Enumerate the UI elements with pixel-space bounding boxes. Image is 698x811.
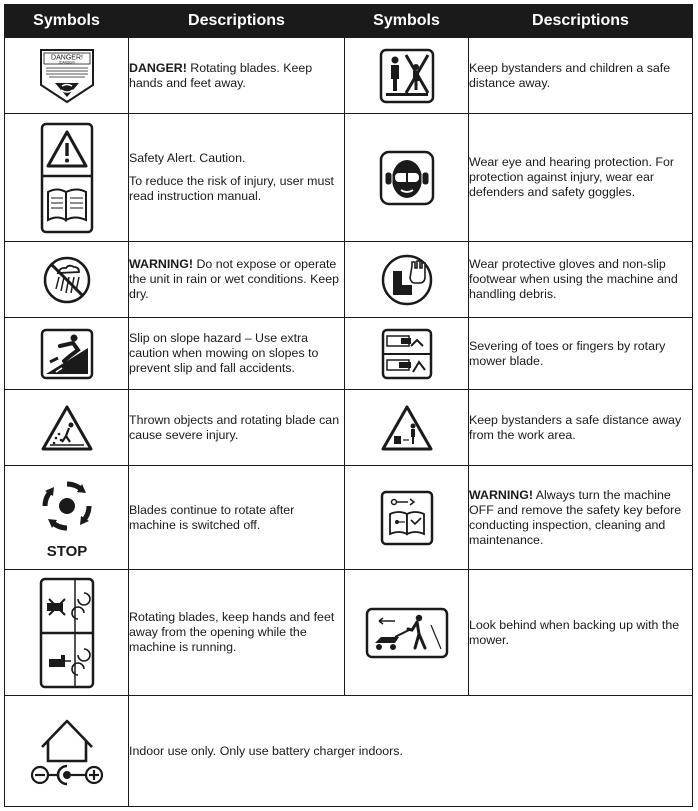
header-descriptions-right: Descriptions [469,5,693,38]
description-cell [469,242,693,318]
table-row [5,114,693,242]
rotating-blades-hands-feet-icon [5,570,129,696]
description-cell [469,114,693,242]
description-text: Keep bystanders a safe distance away from the work area. [469,412,682,442]
remove-safety-key-icon [345,466,469,570]
description-text: Keep bystanders and children a safe distance away. [469,60,671,90]
description-text: Always turn the machine OFF and remove the safety key before conducting inspection, cleaning and maintenance. [469,487,682,547]
description-cell [129,570,345,696]
look-behind-mower-icon [345,570,469,696]
danger-rotating-blades-label-icon [5,38,129,114]
table-row [5,466,693,570]
header-symbols-left: Symbols [5,5,129,38]
eye-hearing-protection-icon [345,114,469,242]
slope-slip-hazard-icon [5,318,129,390]
table-header-row [5,5,693,38]
header-symbols-right: Symbols [345,5,469,38]
description-text: Indoor use only. Only use battery charger indoors. [129,743,403,758]
svg-text:DANGER!: DANGER! [50,54,83,61]
symbols-table [4,4,693,807]
description-text: Rotating blades, keep hands and feet away from the opening while the machine is running. [129,610,335,654]
description-text: Severing of toes or fingers by rotary mower blade. [469,338,666,368]
table-row [5,570,693,696]
description-text: Slip on slope hazard – Use extra caution when mowing on slopes to prevent slip and fall accidents. [129,331,319,375]
warning-strong: WARNING! [129,257,194,271]
description-cell [469,38,693,114]
header-descriptions-left: Descriptions [129,5,345,38]
description-cell [469,390,693,466]
gloves-footwear-icon [345,242,469,318]
thrown-objects-icon [5,390,129,466]
table-row [5,390,693,466]
description-cell [129,114,345,242]
keep-bystanders-distance-icon [345,390,469,466]
description-cell [469,570,693,696]
description-text: Blades continue to rotate after machine is switched off. [129,502,295,532]
description-text-2: To reduce the risk of injury, user must read instruction manual. [129,174,334,203]
table-row [5,242,693,318]
warning-strong: DANGER! [129,60,187,75]
description-cell [129,390,345,466]
indoor-charger-icon [5,696,129,807]
description-cell [129,466,345,570]
description-cell [129,318,345,390]
description-text: Rotating blades. Keep hands and feet away. [129,60,313,90]
description-cell [469,466,693,570]
description-text: Do not expose or operate the unit in rain or wet conditions. Keep dry. [129,257,340,301]
svg-text:(DANGER): (DANGER) [58,60,75,64]
description-cell [129,38,345,114]
table-row [5,696,693,807]
no-rain-icon [5,242,129,318]
description-text: Look behind when backing up with the mower. [469,617,680,647]
safety-alert-manual-icon [5,114,129,242]
description-cell [129,242,345,318]
stop-label: STOP [46,542,87,560]
description-cell [129,696,693,807]
warning-strong: WARNING! [469,487,534,502]
description-text: Safety Alert. Caution. [129,151,246,165]
table-row [5,318,693,390]
description-cell [469,318,693,390]
description-text: Thrown objects and rotating blade can cause severe injury. [129,412,340,442]
description-text: Wear eye and hearing protection. For protection against injury, wear ear defenders and safety goggles. [469,155,675,199]
description-text: Wear protective gloves and non-slip footwear when using the machine and handling debris. [469,257,678,301]
blades-rotate-stop-icon [5,466,129,570]
keep-bystanders-children-icon [345,38,469,114]
table-row [5,38,693,114]
severing-toes-fingers-icon [345,318,469,390]
